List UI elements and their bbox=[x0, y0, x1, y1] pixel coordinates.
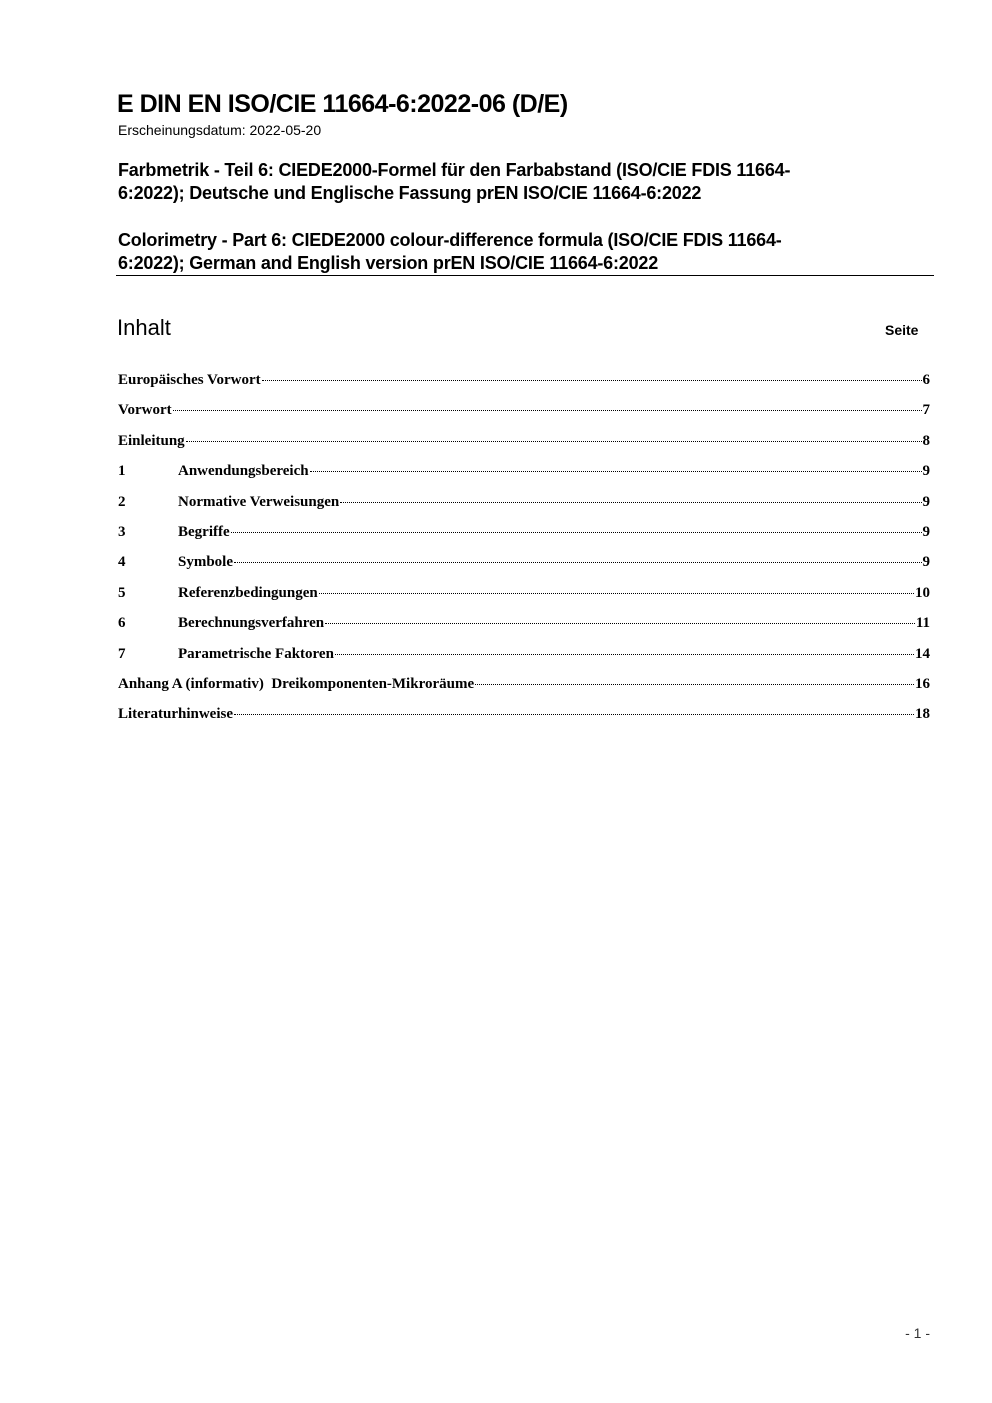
toc-entry-title[interactable]: Parametrische Faktoren bbox=[178, 645, 334, 662]
document-title: E DIN EN ISO/CIE 11664-6:2022-06 (D/E) bbox=[117, 90, 568, 118]
publication-date: Erscheinungsdatum: 2022-05-20 bbox=[118, 122, 322, 138]
page-number: - 1 - bbox=[905, 1325, 930, 1341]
toc-entry-page: 9 bbox=[922, 463, 930, 480]
dot-leader bbox=[310, 471, 922, 472]
toc-entry-page: 6 bbox=[922, 372, 930, 388]
toc-entry-title[interactable]: Literaturhinweise bbox=[118, 706, 233, 723]
title-english-line-2: 6:2022); German and English version prEN ISO/CIE 11664-6:2022 bbox=[118, 253, 659, 273]
toc-page-label: Seite bbox=[885, 322, 919, 338]
dot-leader bbox=[325, 623, 915, 624]
toc-entry-number: 5 bbox=[118, 584, 126, 601]
title-german-line-1: Farbmetrik - Teil 6: CIEDE2000-Formel für den Farbabstand (ISO/CIE FDIS 11664- bbox=[118, 160, 791, 180]
toc-entry-number: 6 bbox=[118, 615, 126, 632]
toc-entry-title[interactable]: Symbole bbox=[178, 554, 234, 571]
dot-leader bbox=[186, 441, 922, 442]
dot-leader bbox=[340, 502, 921, 503]
toc-entry-page: 14 bbox=[915, 645, 930, 662]
header-divider bbox=[116, 275, 934, 276]
toc-entry-title[interactable]: Berechnungsverfahren bbox=[178, 615, 325, 632]
toc-entry-page: 8 bbox=[922, 432, 930, 449]
toc-entry-title[interactable]: Anhang A (informativ) Dreikomponenten-Mikroräume bbox=[118, 676, 475, 692]
title-german-line-2: 6:2022); Deutsche und Englische Fassung prEN ISO/CIE 11664-6:2022 bbox=[118, 183, 702, 203]
dot-leader bbox=[173, 410, 922, 411]
toc-entry[interactable] bbox=[118, 402, 930, 419]
toc-entry-title[interactable]: Begriffe bbox=[178, 524, 230, 540]
toc-entry-title[interactable]: Anwendungsbereich bbox=[178, 463, 309, 480]
dot-leader bbox=[231, 532, 922, 533]
toc-entry[interactable] bbox=[118, 646, 930, 663]
toc-entry-number: 3 bbox=[118, 524, 126, 540]
toc-entry[interactable] bbox=[118, 524, 930, 541]
dot-leader bbox=[319, 593, 914, 594]
toc-entry-page: 9 bbox=[922, 493, 930, 510]
toc-entry-title[interactable]: Referenzbedingungen bbox=[178, 584, 318, 601]
dot-leader bbox=[234, 714, 914, 715]
toc-entry-title[interactable]: Europäisches Vorwort bbox=[118, 372, 261, 388]
toc-entry-title[interactable]: Vorwort bbox=[118, 402, 172, 419]
toc-entry[interactable] bbox=[118, 372, 930, 389]
toc-entry[interactable] bbox=[118, 676, 930, 693]
dot-leader bbox=[234, 562, 921, 563]
toc-entry-page: 9 bbox=[922, 524, 930, 540]
title-english-line-1: Colorimetry - Part 6: CIEDE2000 colour-difference formula (ISO/CIE FDIS 11664- bbox=[118, 230, 782, 250]
toc-entry-number: 4 bbox=[118, 554, 126, 571]
toc-entry-page: 7 bbox=[922, 402, 930, 419]
toc-entry[interactable] bbox=[118, 554, 930, 571]
toc-entry-number: 7 bbox=[118, 645, 126, 662]
toc-entry-page: 11 bbox=[915, 615, 930, 632]
dot-leader bbox=[335, 654, 914, 655]
toc-entry[interactable] bbox=[118, 494, 930, 511]
toc-entry-number: 2 bbox=[118, 493, 126, 510]
toc-heading: Inhalt bbox=[117, 315, 171, 340]
toc-entry[interactable] bbox=[118, 585, 930, 602]
toc-entry[interactable] bbox=[118, 706, 930, 723]
toc-entry[interactable] bbox=[118, 433, 930, 450]
toc-entry[interactable] bbox=[118, 615, 930, 632]
toc-entry-page: 18 bbox=[915, 706, 930, 723]
toc-entry[interactable] bbox=[118, 463, 930, 480]
dot-leader bbox=[262, 380, 922, 381]
dot-leader bbox=[475, 684, 914, 685]
toc-entry-title[interactable]: Einleitung bbox=[118, 432, 185, 449]
toc-entry-page: 16 bbox=[915, 676, 930, 692]
toc-entry-page: 9 bbox=[922, 554, 930, 571]
toc-entry-title[interactable]: Normative Verweisungen bbox=[178, 493, 340, 510]
toc-entry-number: 1 bbox=[118, 463, 126, 480]
toc-entry-page: 10 bbox=[915, 584, 930, 601]
